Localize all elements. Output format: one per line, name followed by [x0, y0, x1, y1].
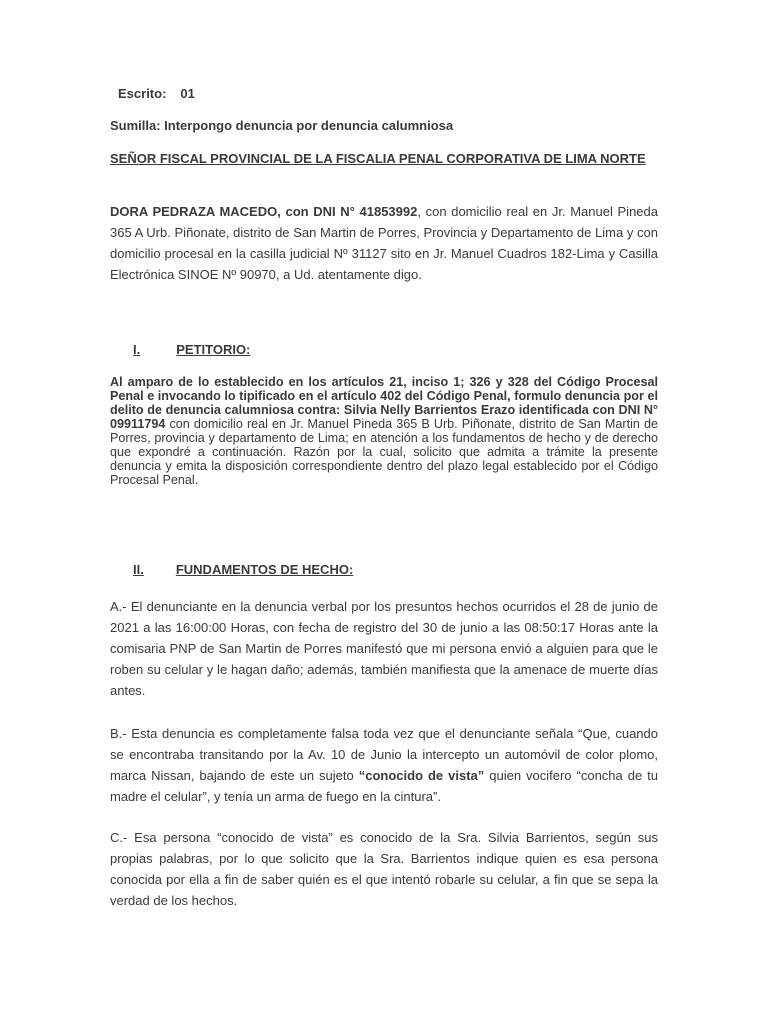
petitorio-paragraph: [110, 375, 658, 487]
escrito-line: [118, 86, 318, 102]
section-title: PETITORIO:: [176, 342, 251, 357]
paragraph-c: C.- Esa persona “conocido de vista” es conocido de la Sra. Silvia Barrientos, según sus propias palabras, por lo que solicito que la Sra. Barrientos indique quien es esa persona conocida por ella a fin de saber quién es el que intentó robarle su celular, a fin que se sepa la verdad de los hechos.: [110, 830, 658, 908]
sumilla: Sumilla: Interpongo denuncia por denuncia calumniosa: [110, 118, 454, 133]
addressee-heading: SEÑOR FISCAL PROVINCIAL DE LA FISCALIA PENAL CORPORATIVA DE LIMA NORTE: [110, 151, 646, 166]
escrito-number: 01: [180, 86, 195, 101]
section-number: II.: [133, 562, 144, 577]
petitorio-text: con domicilio real en Jr. Manuel Pineda 365 B Urb. Piñonate, distrito de San Martin de Porres, provincia y departamento de Lima; en atención a los fundamentos de hecho y de derecho que expondré a continuación. Razón por la cual, solicito que admita a trámite la presente denuncia y emita la disposición correspondiente dentro del plazo legal establecido por el Código Procesal Penal.: [110, 417, 658, 487]
paragraph-b-bold: “conocido de vista”: [358, 768, 485, 783]
intro-paragraph: [110, 201, 658, 285]
section-title: FUNDAMENTOS DE HECHO:: [175, 562, 354, 577]
section-heading-petitorio: [133, 342, 250, 358]
petitorio-bold-text: Al amparo de lo establecido en los artículos 21, inciso 1; 326 y 328 del Código Procesal Penal e invocando lo tipificado en el artículo 402 del Código Penal, formulo denuncia por el delito de denuncia calumniosa contra: Silvia Nelly Barrientos Erazo identificada con DNI N° 09911794: [110, 375, 658, 431]
section-heading-fundamentos: [133, 562, 353, 578]
intro-text: , con domicilio real en Jr. Manuel Pineda 365 A Urb. Piñonate, distrito de San Martin de Porres, Provincia y Departamento de Lima y con domicilio procesal en la casilla judicial Nº 31127 sito en Jr. Manuel Cuadros 182-Lima y Casilla Electrónica SINOE Nº 90970, a Ud. atentamente digo.: [110, 204, 658, 282]
escrito-label: Escrito:: [118, 86, 167, 101]
petitioner-name: DORA PEDRAZA MACEDO, con DNI N° 41853992: [110, 204, 418, 219]
paragraph-b-text: B.- Esta denuncia es completamente falsa toda vez que el denunciante señala “Que, cuando se encontraba transitando por la Av. 10 de Junio la intercepto un automóvil de color plomo, marca Nissan, bajando de este un sujeto: [110, 726, 658, 783]
paragraph-a: A.- El denunciante en la denuncia verbal por los presuntos hechos ocurridos el 28 de junio de 2021 a las 16:00:00 Horas, con fecha de registro del 30 de junio a las 08:50:17 Horas ante la comisaria PNP de San Martin de Porres manifestó que mi persona envió a alguien para que le roben su celular y le hagan daño; además, también manifiesta que la amenace de muerte días antes.: [110, 599, 658, 698]
paragraph-b: [110, 723, 658, 807]
paragraph-b-text-end: quien vocifero “concha de tu madre el celular”, y tenía un arma de fuego en la cintura”.: [110, 768, 659, 804]
section-number: I.: [133, 342, 141, 357]
